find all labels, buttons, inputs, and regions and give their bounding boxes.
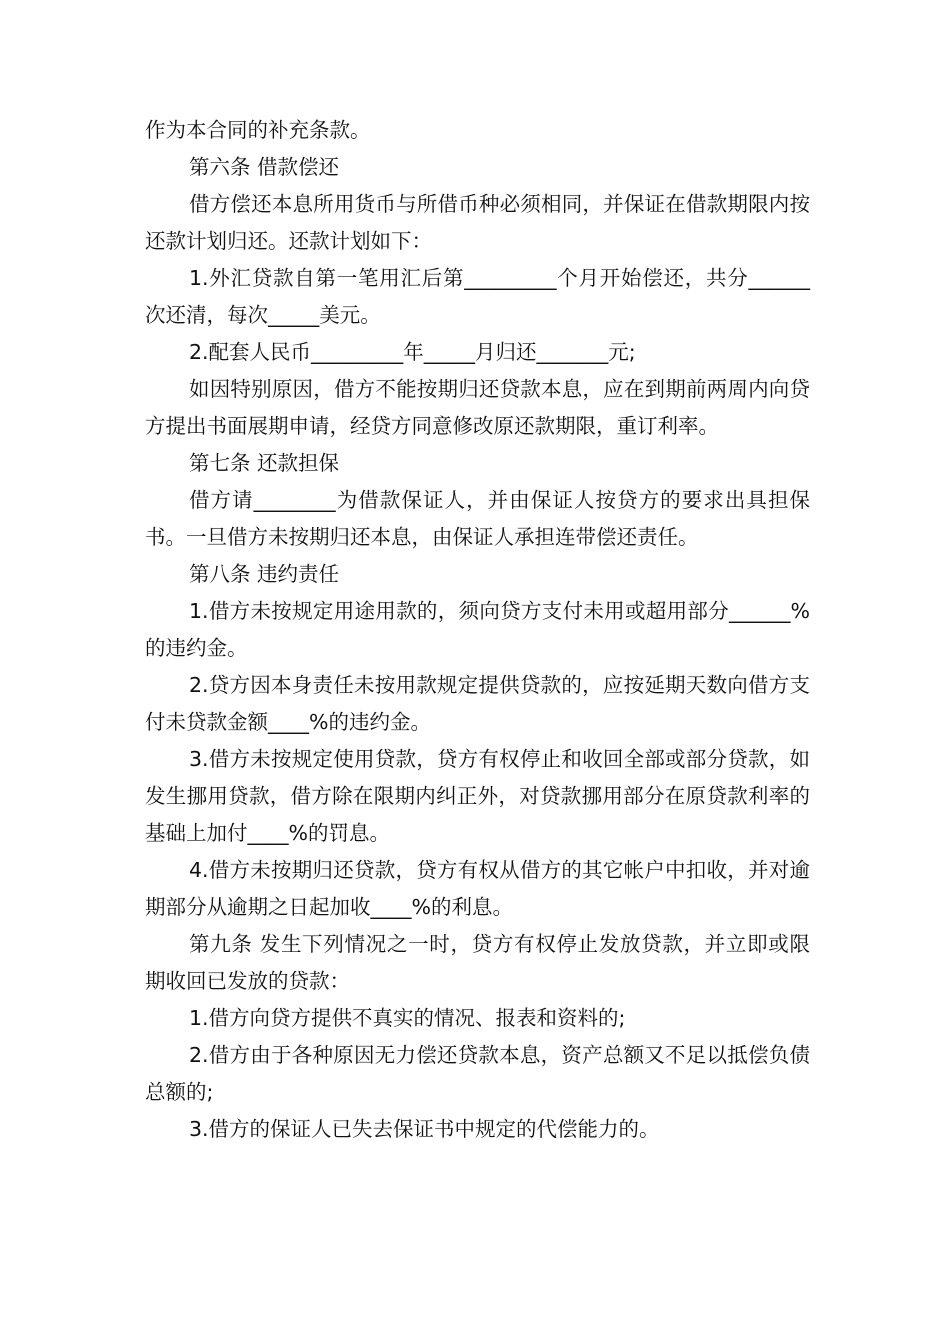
document-body [145, 112, 810, 1148]
paragraph-repayment-item-2: 2.配套人民币_________年_____月归还_______元; [189, 340, 636, 364]
paragraph-breach-item-4: 4.借方未按期归还贷款，贷方有权从借方的其它帐户中扣收，并对逾期部分从逾期之日起加收____%的利息。 [145, 858, 810, 919]
paragraph-recall-item-3: 3.借方的保证人已失去保证书中规定的代偿能力的。 [189, 1117, 660, 1141]
paragraph-breach-item-2: 2.贷方因本身责任未按用款规定提供贷款的，应按延期天数向借方支付未贷款金额____%的违约金。 [145, 673, 810, 734]
paragraph-recall-item-1: 1.借方向贷方提供不真实的情况、报表和资料的; [189, 1006, 626, 1030]
paragraph-breach-item-1: 1.借方未按规定用途用款的，须向贷方支付未用或超用部分______%的违约金。 [145, 599, 810, 660]
paragraph-repayment-item-1: 1.外汇贷款自第一笔用汇后第_________个月开始偿还，共分______次还清，每次_____美元。 [145, 266, 810, 327]
heading-article-6: 第六条 借款偿还 [189, 155, 340, 179]
paragraph-recall-item-2: 2.借方由于各种原因无力偿还贷款本息，资产总额又不足以抵偿负债总额的; [145, 1043, 810, 1104]
paragraph-breach-item-3: 3.借方未按规定使用贷款，贷方有权停止和收回全部或部分贷款，如发生挪用贷款，借方除在限期内纠正外，对贷款挪用部分在原贷款利率的基础上加付____%的罚息。 [145, 747, 810, 845]
paragraph-supplementary-clause: 作为本合同的补充条款。 [145, 118, 371, 142]
paragraph-extension-request: 如因特别原因，借方不能按期归还贷款本息，应在到期前两周内向贷方提出书面展期申请，经贷方同意修改原还款期限，重订利率。 [145, 377, 810, 438]
heading-article-7: 第七条 还款担保 [189, 451, 340, 475]
heading-article-9: 第九条 发生下列情况之一时，贷方有权停止发放贷款，并立即或限期收回已发放的贷款： [145, 932, 810, 993]
paragraph-repayment-currency: 借方偿还本息所用货币与所借币种必须相同，并保证在借款期限内按还款计划归还。还款计划如下： [145, 192, 810, 253]
heading-article-8: 第八条 违约责任 [189, 562, 340, 586]
paragraph-guarantor: 借方请________为借款保证人，并由保证人按贷方的要求出具担保书。一旦借方未按期归还本息，由保证人承担连带偿还责任。 [145, 488, 810, 549]
